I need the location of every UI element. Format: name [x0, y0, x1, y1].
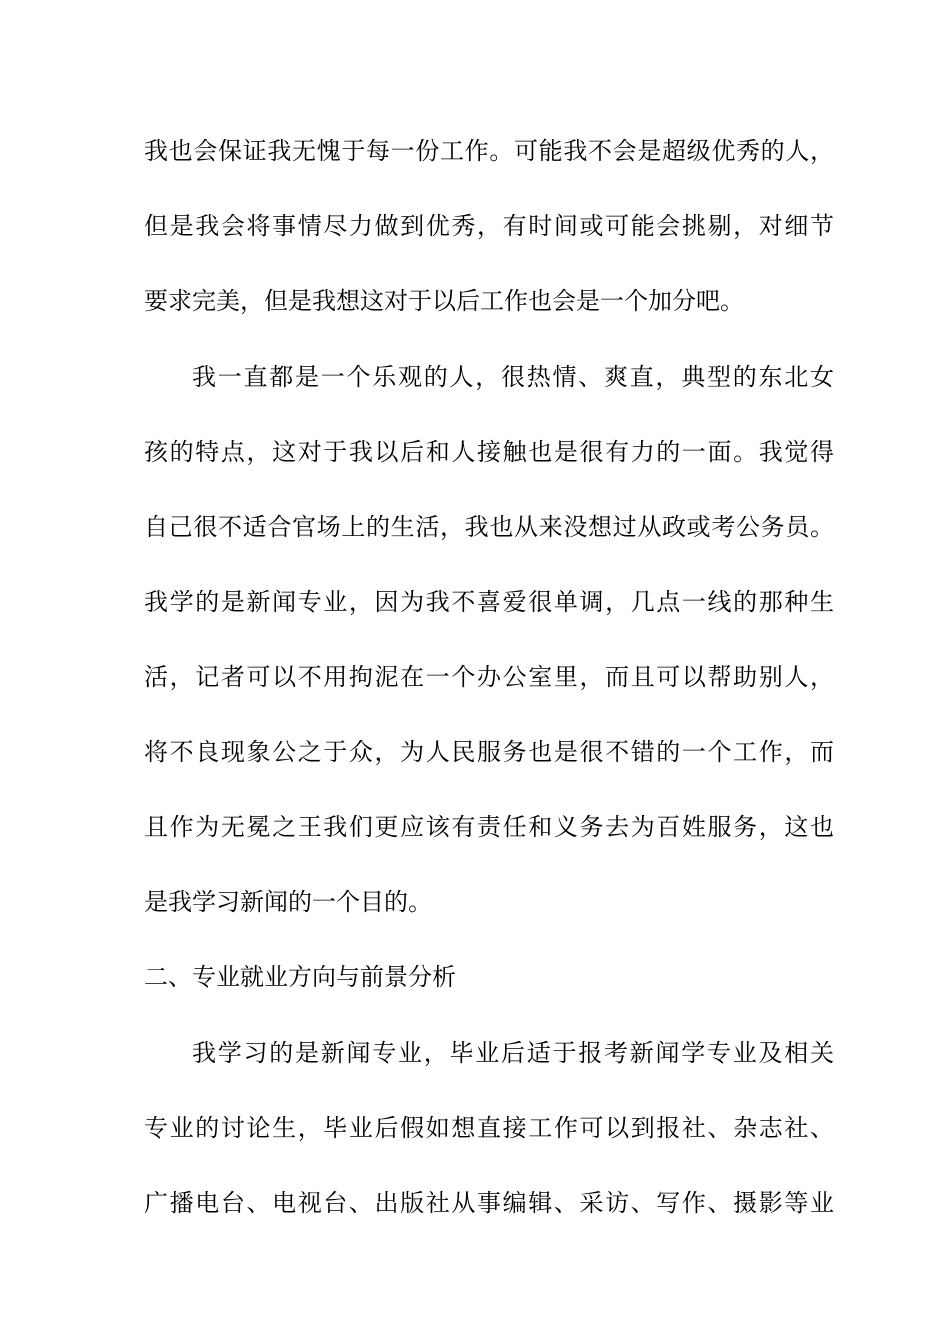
paragraph-line: 广播电台、电视台、出版社从事编辑、采访、写作、摄影等业 [144, 1189, 834, 1217]
paragraph-line: 孩的特点，这对于我以后和人接触也是很有力的一面。我觉得 [144, 438, 834, 466]
paragraph-line: 我学习的是新闻专业，毕业后适于报考新闻学专业及相关 [192, 1039, 834, 1067]
paragraph-line: 但是我会将事情尽力做到优秀，有时间或可能会挑剔，对细节 [144, 212, 834, 240]
paragraph-line: 我也会保证我无愧于每一份工作。可能我不会是超级优秀的人， [144, 137, 834, 165]
paragraph-line: 且作为无冕之王我们更应该有责任和义务去为百姓服务，这也 [144, 813, 834, 841]
paragraph-line: 专业的讨论生，毕业后假如想直接工作可以到报社、杂志社、 [144, 1114, 834, 1142]
paragraph-line: 我一直都是一个乐观的人，很热情、爽直，典型的东北女 [192, 363, 834, 391]
paragraph-line: 是我学习新闻的一个目的。 [144, 888, 432, 916]
section-heading: 二、专业就业方向与前景分析 [144, 963, 456, 991]
paragraph-line: 将不良现象公之于众，为人民服务也是很不错的一个工作，而 [144, 738, 834, 766]
paragraph-line: 自己很不适合官场上的生活，我也从来没想过从政或考公务员。 [144, 513, 834, 541]
paragraph-line: 我学的是新闻专业，因为我不喜爱很单调，几点一线的那种生 [144, 588, 834, 616]
paragraph-line: 活，记者可以不用拘泥在一个办公室里，而且可以帮助别人， [144, 663, 834, 691]
paragraph-line: 要求完美，但是我想这对于以后工作也会是一个加分吧。 [144, 287, 744, 315]
